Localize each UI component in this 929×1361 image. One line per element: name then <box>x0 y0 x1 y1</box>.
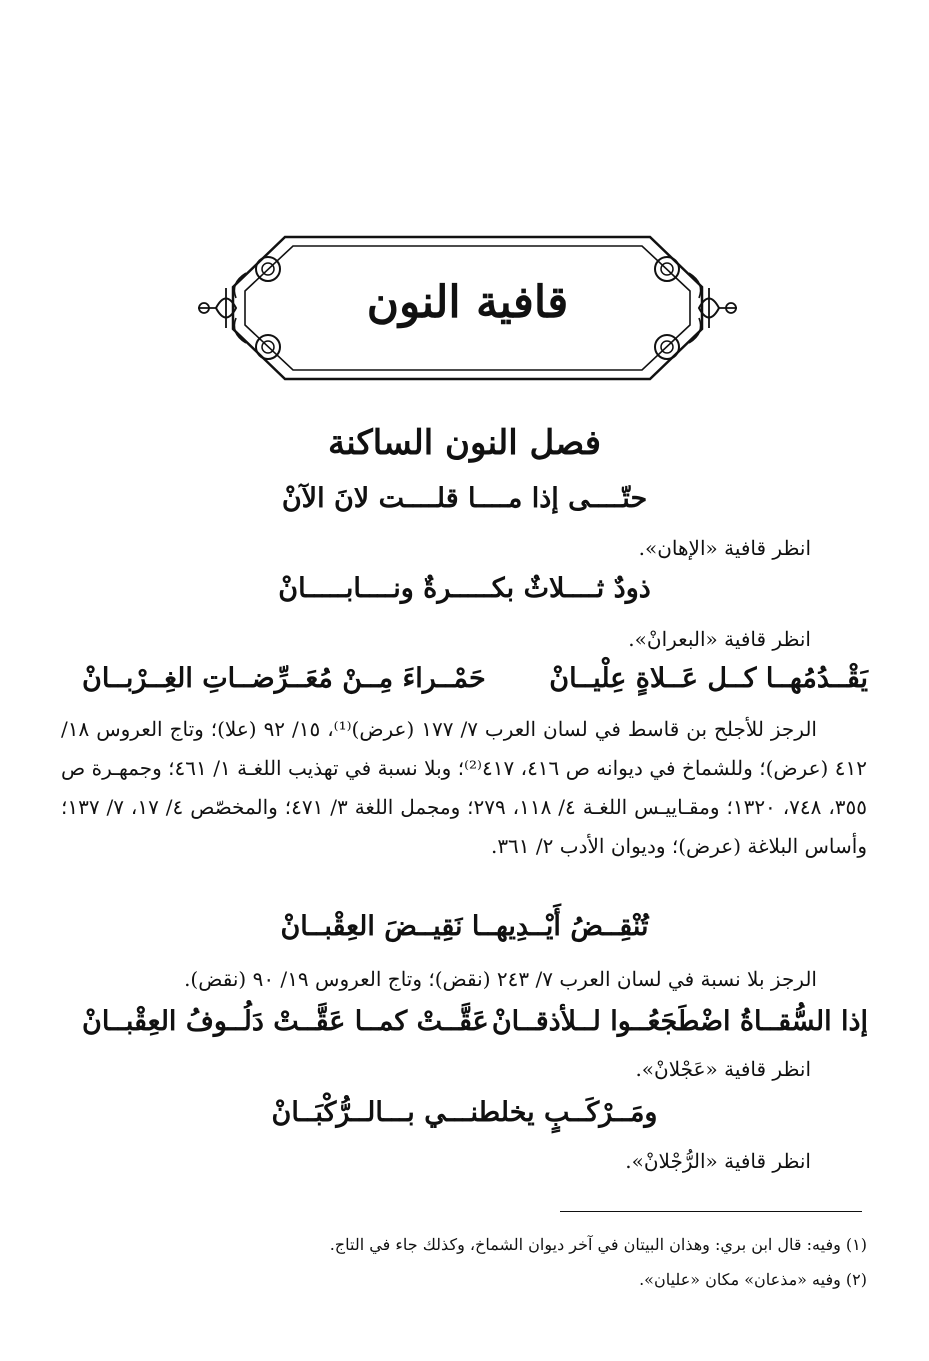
verse-3 <box>82 660 868 700</box>
footnote-divider <box>560 1211 862 1212</box>
chapter-title-frame <box>190 233 745 383</box>
verse-6: ومَــرْكَــبٍ يخلطنـــي بـــالــرُّكْبَــانْ <box>271 1097 658 1128</box>
reference-5: انظر قافية «عَجْلانْ». <box>635 1057 811 1081</box>
verse-5-first-hemistich: إذا السُّقــاةُ اضْطَجَعُــوا لــلأذقــانْ <box>491 1006 868 1037</box>
chapter-title: قافية النون <box>366 277 569 328</box>
verse-2: ذودٌ ثــــلاثٌ بكـــــرةٌ ونــــابـــــانْ <box>278 573 651 604</box>
reference-6: انظر قافية «الرُّجْلانْ». <box>625 1149 811 1173</box>
verse-5-second-hemistich: عَقَّــتْ كمــا عَقَّــتْ دَلُــوفُ العِقْبــانْ <box>82 1006 489 1037</box>
verse-3-first-hemistich: يَقْــدُمُهــا كــل عَــلاةٍ عِلْيــانْ <box>549 663 868 694</box>
verse-4: تُنْقِــضُ أَيْــدِيهــا نَقِيــضَ العِقْبــانْ <box>280 911 649 942</box>
verse-5 <box>82 1003 868 1043</box>
commentary-text-2: الرجز بلا نسبة في لسان العرب ٧/ ٢٤٣ (نقض)؛ وتاج العروس ١٩/ ٩٠ (نقض). <box>184 967 817 991</box>
reference-1: انظر قافية «الإهان». <box>638 536 811 560</box>
footnote-2: (٢) وفيه «مذعان» مكان «عليان». <box>639 1270 867 1289</box>
commentary-paragraph-2 <box>61 960 867 999</box>
commentary-text-1: الرجز للأجلح بن قاسط في لسان العرب ٧/ ١٧٧ (عرض)⁽¹⁾، ١٥/ ٩٢ (علا)؛ وتاج العروس ١٨/ ٤١٢ (عرض)؛ وللشماخ في ديوانه ص ٤١٦، ٤١٧⁽²⁾؛ وبلا نسبة في تهذيب اللغـة ١/ ٤٦١؛ وجمهـرة ص ٣٥٥، ٧٤٨، ١٣٢٠؛ ومقـاييـس اللغـة ٤/ ١١٨، ٢٧٩؛ ومجمل اللغة ٣/ ٤٧١؛ والمخصّص ٤/ ١٧، ٧/ ١٣٧؛ وأساس البلاغة (عرض)؛ وديوان الأدب ٢/ ٣٦١. <box>61 717 868 858</box>
verse-3-second-hemistich: حَمْــراءَ مِــنْ مُعَــرِّضــاتِ الغِــرْبــانْ <box>82 663 486 694</box>
reference-2: انظر قافية «البعرانْ». <box>628 627 811 651</box>
commentary-paragraph-1 <box>61 710 867 866</box>
verse-1: حتّــــى إذا مــــا قلــــت لانَ الآنْ <box>281 483 648 514</box>
section-title: فصل النون الساكنة <box>328 423 601 463</box>
footnote-1: (١) وفيه: قال ابن بري: وهذان البيتان في آخر ديوان الشماخ، وكذلك جاء في التاج. <box>329 1235 867 1254</box>
